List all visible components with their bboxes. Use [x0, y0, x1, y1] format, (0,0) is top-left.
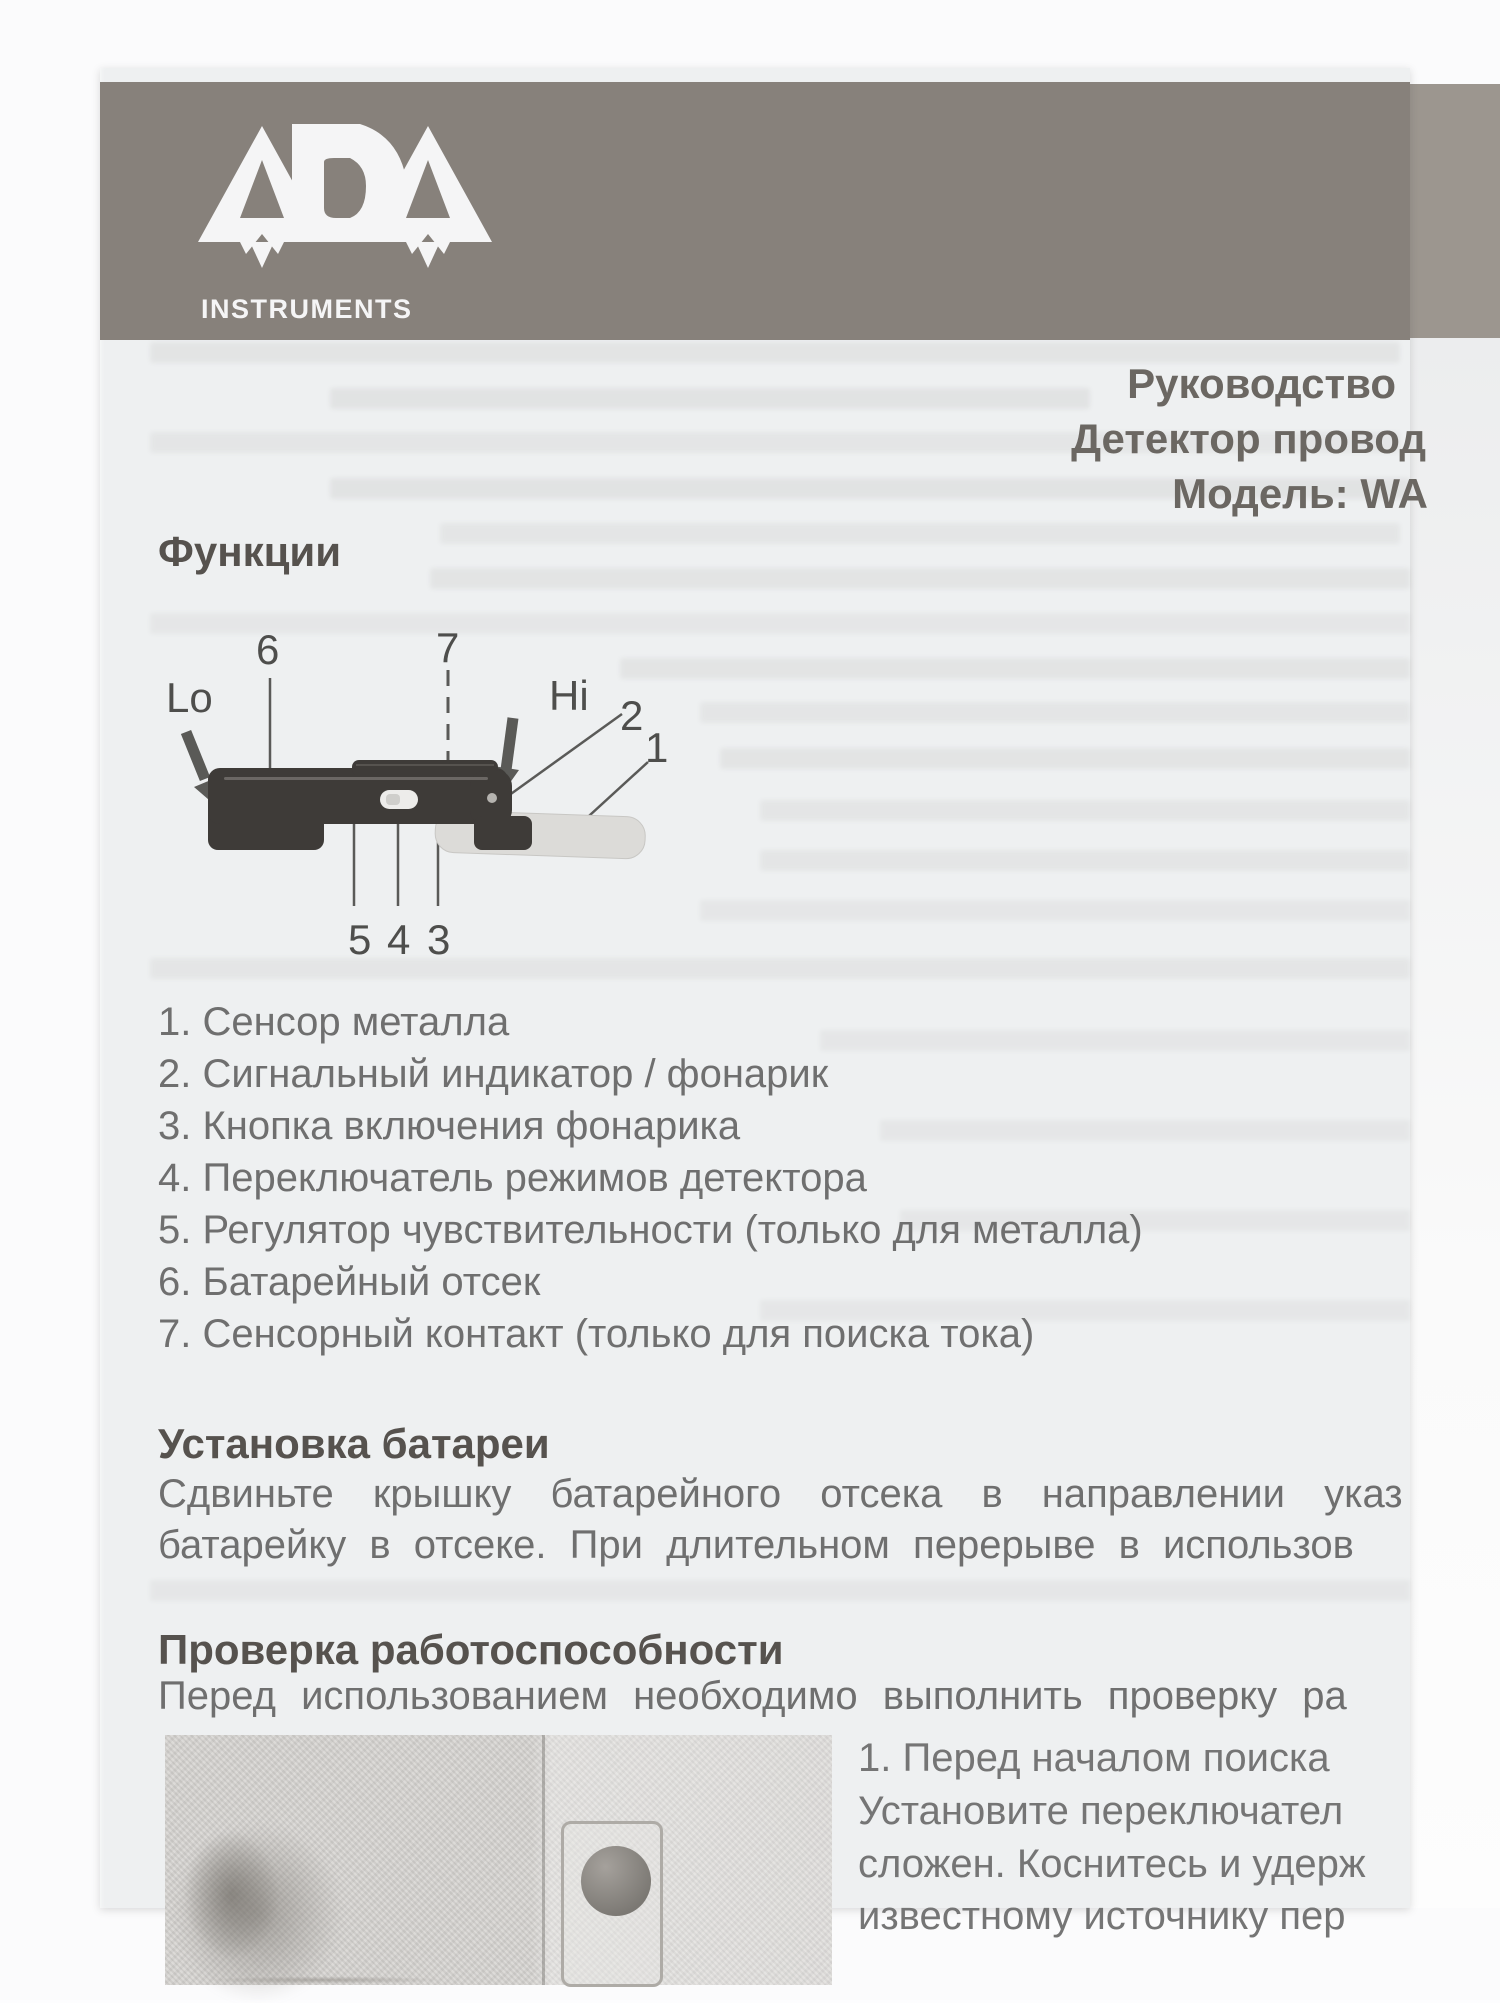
bleed-through-line — [440, 523, 1400, 544]
brand-subtitle: INSTRUMENTS — [201, 294, 413, 324]
list-item: 6. Батарейный отсек — [158, 1260, 541, 1304]
step-line: известному источнику пер — [858, 1894, 1346, 1938]
manual-page — [100, 68, 1428, 1938]
bleed-through-line — [720, 748, 1410, 769]
bleed-through-line — [150, 958, 1410, 979]
bleed-through-line — [760, 800, 1410, 821]
list-item: 5. Регулятор чувствительности (только для металла) — [158, 1208, 1143, 1252]
manual-title-line2: Детектор провод — [1071, 415, 1426, 462]
background-surface — [1408, 338, 1500, 1908]
diagram-label-7: 7 — [436, 624, 460, 671]
socket-frame — [561, 1821, 663, 1987]
check-intro-line: Перед использованием необходимо выполнить проверку ра — [158, 1674, 1347, 1718]
battery-text-line: Сдвиньте крышку батарейного отсека в направлении указ — [158, 1472, 1403, 1516]
bleed-through-line — [760, 850, 1410, 871]
hand-shadow — [173, 1823, 343, 2003]
list-item: 3. Кнопка включения фонарика — [158, 1104, 741, 1148]
brand-band — [100, 82, 1410, 340]
bleed-through-line — [150, 1580, 1410, 1601]
list-item: 2. Сигнальный индикатор / фонарик — [158, 1052, 829, 1096]
wall-corner-line — [542, 1735, 545, 1985]
diagram-label-1: 1 — [645, 724, 669, 771]
wall-socket-photo — [165, 1735, 832, 1985]
manual-title-line1: Руководство — [1127, 360, 1396, 407]
next-page-band-edge — [1408, 84, 1500, 338]
list-item: 1. Сенсор металла — [158, 1000, 510, 1044]
indicator-dot — [487, 793, 497, 803]
step-line: 1. Перед началом поиска — [858, 1736, 1330, 1780]
diagram-label-6: 6 — [256, 626, 280, 673]
bleed-through-line — [700, 702, 1410, 723]
bleed-through-line — [330, 388, 1090, 409]
list-item: 7. Сенсорный контакт (только для поиска тока) — [158, 1312, 1035, 1356]
diagram-label-hi: Hi — [549, 672, 589, 719]
diagram-label-5: 5 — [348, 916, 372, 963]
battery-text-line: батарейку в отсеке. При длительном перерыве в использов — [158, 1523, 1354, 1567]
diagram-label-lo: Lo — [166, 674, 213, 721]
list-item: 4. Переключатель режимов детектора — [158, 1156, 867, 1200]
diagram-label-4: 4 — [387, 916, 411, 963]
step-line: сложен. Коснитесь и удерж — [858, 1842, 1366, 1886]
bleed-through-line — [430, 568, 1410, 589]
socket-icon — [581, 1846, 651, 1916]
bleed-through-line — [700, 900, 1410, 921]
step-line: Установите переключател — [858, 1789, 1344, 1833]
functions-heading: Функции — [158, 528, 342, 575]
diagram-label-2: 2 — [620, 692, 644, 739]
ada-logo-icon — [200, 122, 492, 272]
check-heading: Проверка работоспособности — [158, 1626, 784, 1673]
manual-title-line3: Модель: WA — [1172, 470, 1428, 517]
parts-list — [158, 996, 1143, 1360]
battery-heading: Установка батареи — [158, 1420, 550, 1467]
diagram-label-3: 3 — [427, 916, 451, 963]
